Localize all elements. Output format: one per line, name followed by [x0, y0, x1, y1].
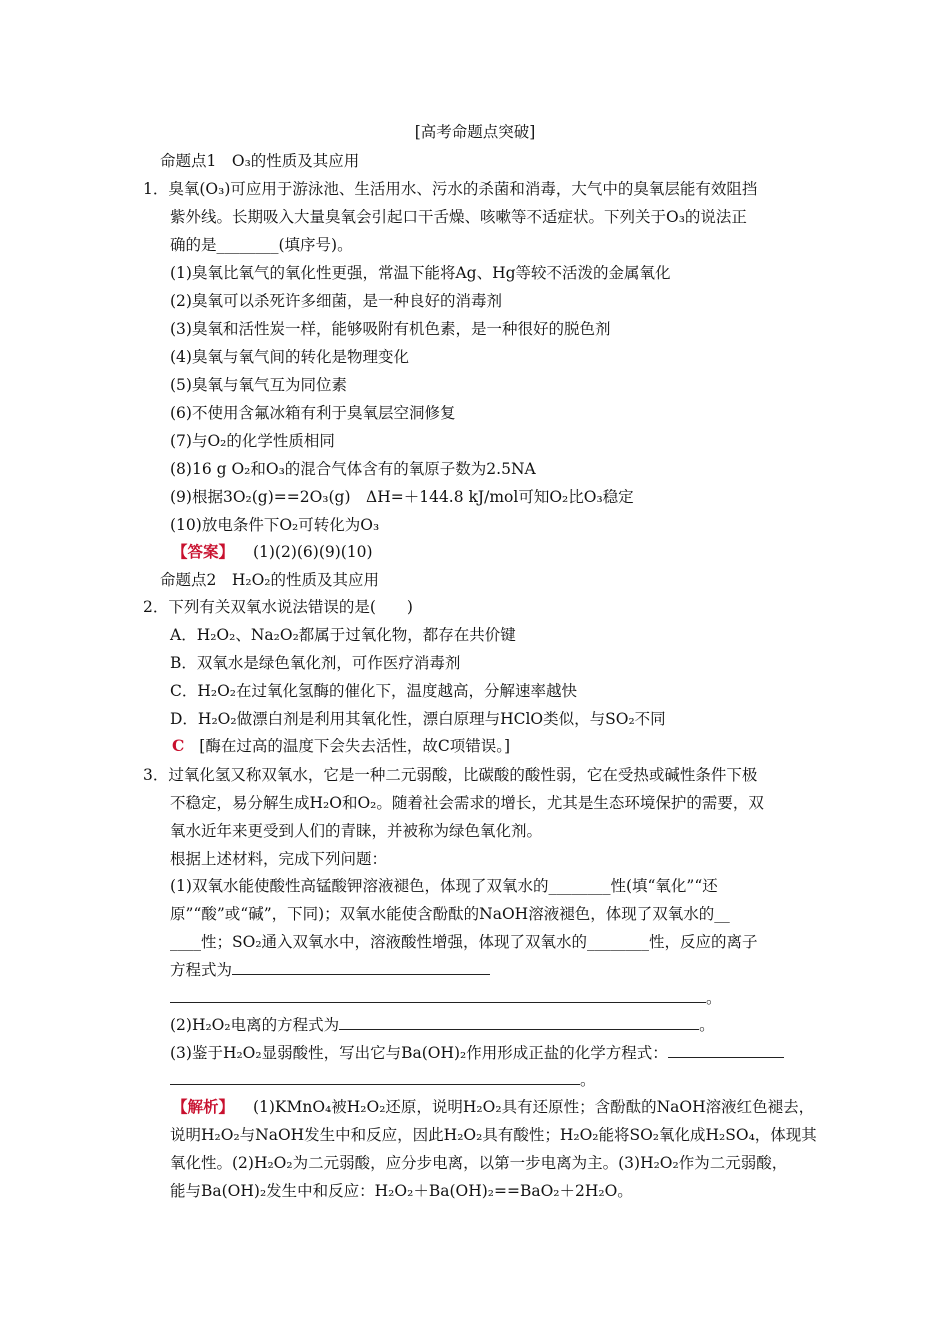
period: 。 — [580, 1071, 596, 1089]
q3-part2 — [170, 1015, 715, 1035]
q1-answer — [172, 542, 373, 562]
q3-part1-blank-line — [170, 988, 722, 1008]
q2-option: A．H₂O₂、Na₂O₂都属于过氧化物，都存在共价键 — [170, 626, 516, 644]
q1-item: (10)放电条件下O₂可转化为O₃ — [170, 516, 380, 534]
q3-part3 — [170, 1043, 784, 1063]
q1-item: (6)不使用含氟冰箱有利于臭氧层空洞修复 — [170, 404, 456, 422]
q1-stem-line: 确的是________(填序号)。 — [170, 236, 353, 254]
section-header: [高考命题点突破] — [414, 123, 536, 141]
analysis-label: 【解析】 — [172, 1097, 235, 1116]
q3-part3-text: (3)鉴于H₂O₂显弱酸性，写出它与Ba(OH)₂作用形成正盐的化学方程式： — [170, 1044, 668, 1062]
q3-part1-line: 原”“酸”或“碱”，下同)；双氧水能使含酚酞的NaOH溶液褪色，体现了双氧水的__ — [170, 905, 730, 923]
topic-1-heading: 命题点1 O₃的性质及其应用 — [160, 152, 360, 170]
q3-part1-line — [170, 960, 490, 980]
answer-blank — [170, 988, 706, 1003]
answer-label: 【答案】 — [172, 542, 235, 561]
q1-item: (3)臭氧和活性炭一样，能够吸附有机色素，是一种很好的脱色剂 — [170, 320, 611, 338]
answer-blank — [339, 1015, 699, 1030]
q2-answer — [172, 736, 510, 756]
q3-stem-line: 根据上述材料，完成下列问题： — [170, 850, 388, 868]
period: 。 — [699, 1016, 715, 1034]
q1-stem-line: 1．臭氧(O₃)可应用于游泳池、生活用水、污水的杀菌和消毒，大气中的臭氧层能有效阻挡 — [143, 180, 758, 198]
answer-blank — [170, 1070, 580, 1085]
q3-analysis-line: 氧化性。(2)H₂O₂为二元弱酸，应分步电离，以第一步电离为主。(3)H₂O₂作为二元弱酸， — [170, 1154, 788, 1172]
q2-option: D．H₂O₂做漂白剂是利用其氧化性，漂白原理与HClO类似，与SO₂不同 — [170, 710, 666, 728]
q3-analysis-line — [172, 1097, 814, 1117]
answer-blank — [232, 960, 490, 975]
q2-stem: 2．下列有关双氧水说法错误的是( ) — [143, 598, 413, 616]
analysis-text: (1)KMnO₄被H₂O₂还原，说明H₂O₂具有还原性；含酚酞的NaOH溶液红色褪去， — [252, 1098, 815, 1116]
q3-stem-line: 氧水近年来更受到人们的青睐，并被称为绿色氧化剂。 — [170, 822, 543, 840]
q3-analysis-line: 说明H₂O₂与NaOH发生中和反应，因此H₂O₂具有酸性；H₂O₂能将SO₂氧化成H₂SO₄，体现其 — [170, 1126, 817, 1144]
q3-part3-blank-line — [170, 1070, 596, 1090]
q1-item: (2)臭氧可以杀死许多细菌，是一种良好的消毒剂 — [170, 292, 502, 310]
q1-item: (8)16 g O₂和O₃的混合气体含有的氧原子数为2.5NA — [170, 460, 536, 478]
answer-explanation: [酶在过高的温度下会失去活性，故C项错误。] — [199, 737, 510, 755]
q3-stem-line: 3．过氧化氢又称双氧水，它是一种二元弱酸，比碳酸的酸性弱，它在受热或碱性条件下极 — [143, 766, 758, 784]
q1-item: (7)与O₂的化学性质相同 — [170, 432, 335, 450]
q3-part1-line: (1)双氧水能使酸性高锰酸钾溶液褪色，体现了双氧水的________性(填“氧化”“还 — [170, 877, 718, 895]
q2-option: B．双氧水是绿色氧化剂，可作医疗消毒剂 — [170, 654, 461, 672]
q1-item: (5)臭氧与氧气互为同位素 — [170, 376, 347, 394]
q3-stem-line: 不稳定，易分解生成H₂O和O₂。随着社会需求的增长，尤其是生态环境保护的需要，双 — [170, 794, 764, 812]
answer-blank — [668, 1043, 784, 1058]
q2-option: C．H₂O₂在过氧化氢酶的催化下，温度越高，分解速率越快 — [170, 682, 578, 700]
q3-part1-line: ____性；SO₂通入双氧水中，溶液酸性增强，体现了双氧水的________性，反应的离子 — [170, 933, 758, 951]
q1-item: (9)根据3O₂(g)==2O₃(g) ΔH=＋144.8 kJ/mol可知O₂比O₃稳定 — [170, 488, 634, 506]
q1-item: (4)臭氧与氧气间的转化是物理变化 — [170, 348, 409, 366]
answer-letter: C — [172, 736, 185, 755]
topic-2-heading: 命题点2 H₂O₂的性质及其应用 — [160, 571, 380, 589]
q3-part1-text: 方程式为 — [170, 961, 233, 979]
q1-item: (1)臭氧比氧气的氧化性更强，常温下能将Ag、Hg等较不活泼的金属氧化 — [170, 264, 671, 282]
q3-part2-text: (2)H₂O₂电离的方程式为 — [170, 1016, 340, 1034]
period: 。 — [706, 989, 722, 1007]
q3-analysis-line: 能与Ba(OH)₂发生中和反应：H₂O₂＋Ba(OH)₂==BaO₂＋2H₂O。 — [170, 1182, 633, 1200]
q1-stem-line: 紫外线。长期吸入大量臭氧会引起口干舌燥、咳嗽等不适症状。下列关于O₃的说法正 — [170, 208, 747, 226]
answer-text: (1)(2)(6)(9)(10) — [252, 543, 373, 561]
